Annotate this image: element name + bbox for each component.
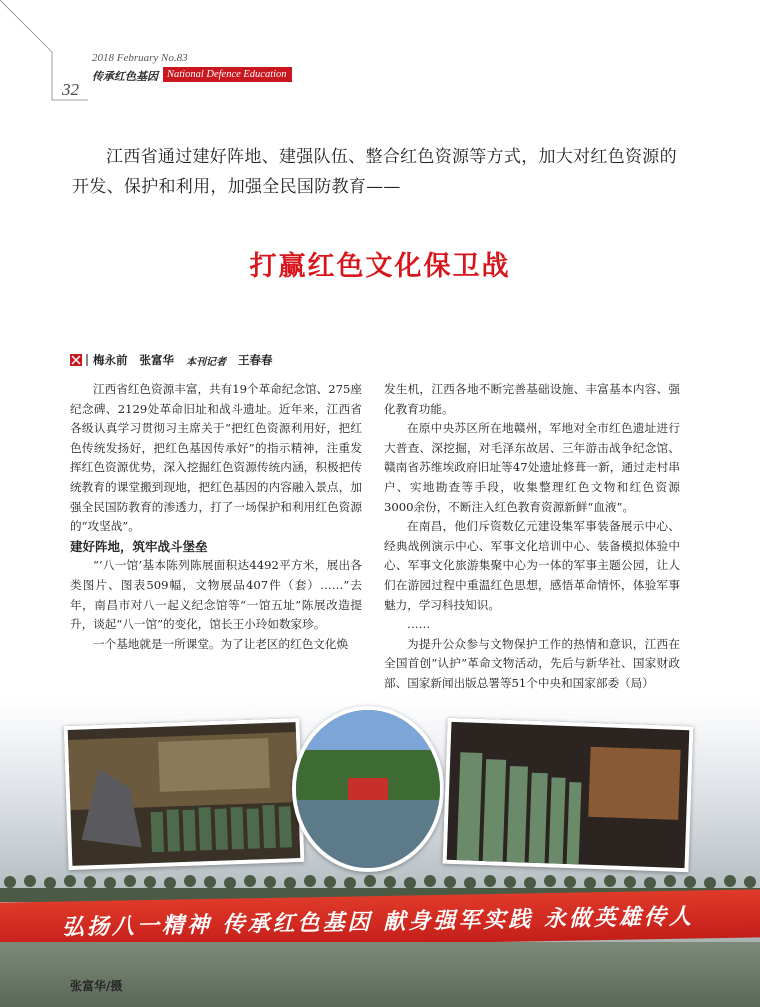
column-name: 传承红色基因 [92,70,158,83]
body-paragraph: 为提升公众参与文物保护工作的热情和意识，江西在全国首创“认护”革命文物活动，先后与新华社、国家财政部、国家新闻出版总署等51个中央和国家部委（局） [384,636,680,690]
page-number: 32 [62,80,79,99]
page-header [0,0,760,110]
column-name-en: National Defence Education [163,67,292,82]
body-paragraph: 江西省红色资源丰富，共有19个革命纪念馆、275座纪念碑、2129处革命旧址和战斗遗址。近年来，江西省各级认真学习贯彻习主席关于“把红色资源利用好，把红色传统发扬好，把红色基因传承好”的指示精神，注重发挥红色资源优势，深入挖掘红色资源传统内涵，积极把传统教育的课堂搬到现地，把红色基因的内容融入景点，加强全民国防教育的渗透力，打了一场保护和利用红色资源的“攻坚战”。 [70,382,362,534]
author-mark-icon [70,354,82,366]
body-paragraph-continued: 发生机，江西各地不断完善基础设施、丰富基本内容、强化教育功能。 [384,382,680,416]
photo-ground [0,942,760,1007]
author-role: 本刊记者 [186,356,226,368]
author-divider [86,354,88,366]
body-paragraph: 一个基地就是一所课堂。为了让老区的红色文化焕 [93,636,349,651]
body-paragraph: 在原中央苏区所在地赣州，军地对全市红色遗址进行大普查、深挖掘，对毛泽东故居、三年游击战争纪念馆、赣南省苏维埃政府旧址等47处遗址修葺一新，通过走村串户、实地勘查等手段，收集整理红色文物和红色资源3000余份，不断注入红色教育资源新鲜“血液”。 [384,421,680,514]
author-name-3: 王春春 [238,353,273,367]
photo-credit: 张富华/摄 [70,979,123,993]
ellipsis: …… [407,617,431,632]
left-column [70,380,362,654]
section-subhead: 建好阵地，筑牢战斗堡垒 [70,538,208,554]
right-column [384,380,680,694]
author-line [70,352,285,368]
author-name-2: 张富华 [139,353,174,367]
inset-photo-square [292,706,444,872]
issue-label: 2018 February No.83 [92,52,188,64]
body-paragraph: 在南昌，他们斥资数亿元建设集军事装备展示中心、经典战例演示中心、军事文化培训中心、装备模拟体验中心、军事文化旅游集聚中心为一体的军事主题公园，让人们在游园过程中重温红色思想，感悟革命情怀，体验军事魅力，学习科技知识。 [384,519,680,612]
inset-photo-museum [64,718,305,870]
banner-text: 弘扬八一精神 传承红色基因 献身强军实践 永做英雄传人 [62,904,694,941]
body-paragraph: “‘八一馆’基本陈列陈展面积达4492平方米，展出各类图片、图表509幅，文物展品407件（套）……”去年，南昌市对八一起义纪念馆等“一馆五址”陈展改造提升，谈起“八一馆”的变化，馆长王小玲如数家珍。 [70,558,362,632]
inset-photo-exhibit [443,718,694,872]
article-title: 打赢红色文化保卫战 [249,251,511,282]
lead-paragraph: 江西省通过建好阵地、建强队伍、整合红色资源等方式，加大对红色资源的开发、保护和利用，加强全民国防教育—— [72,147,677,197]
author-name-1: 梅永前 [93,353,128,367]
